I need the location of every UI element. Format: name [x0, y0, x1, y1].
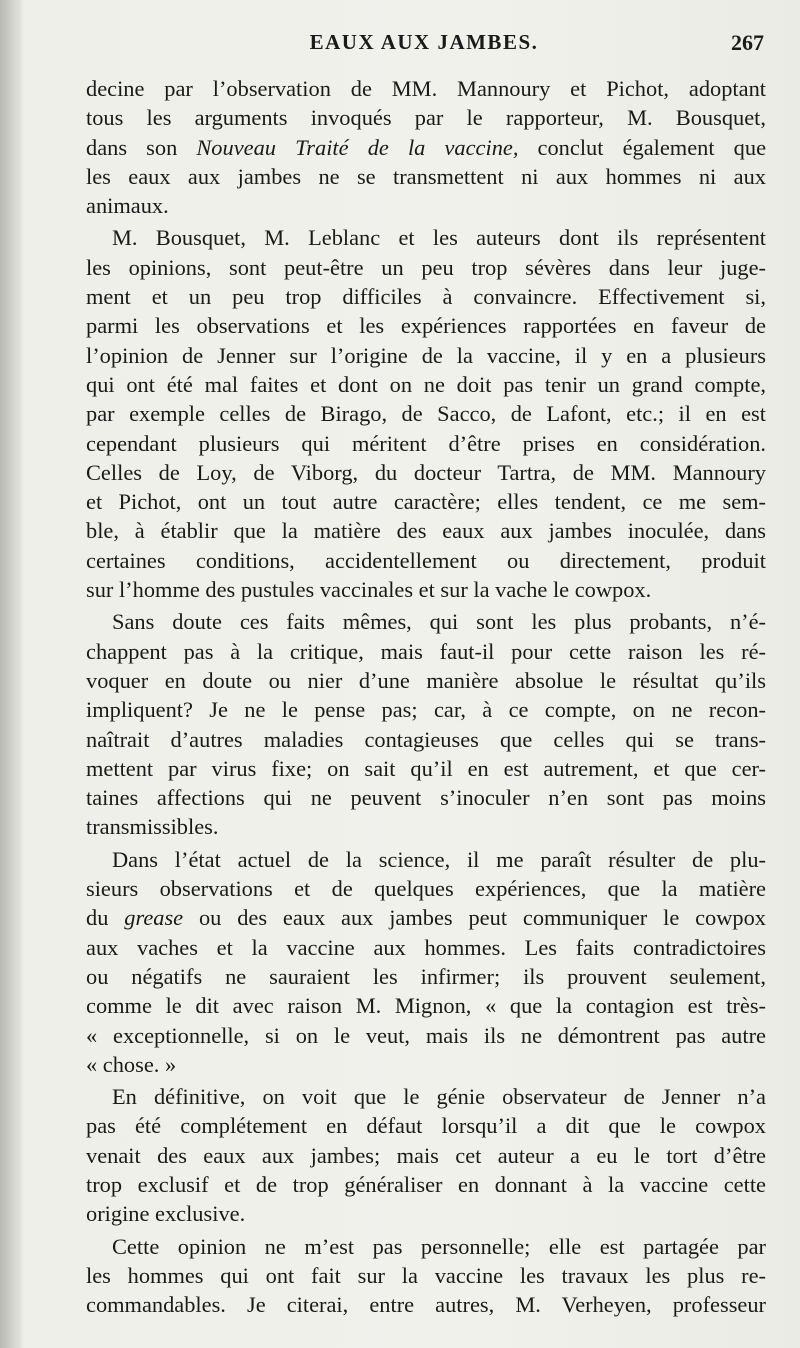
text-line: qui ont été mal faites et dont on ne doit pas tenir un grand compte, [86, 371, 766, 397]
text-line: ment et un peu trop difficiles à convaincre. Effectivement si, [86, 284, 766, 310]
text-line: naîtrait d’autres maladies contagieuses que celles qui se trans- [86, 726, 766, 752]
text-line: taines affections qui ne peuvent s’inoculer n’en sont pas moins [86, 785, 766, 811]
text-line: voquer en doute ou nier d’une manière absolue le résultat qu’ils [86, 667, 766, 693]
paragraph [86, 1232, 766, 1320]
text-line: cependant plusieurs qui méritent d’être prises en considération. [86, 430, 766, 456]
text-line: et Pichot, ont un tout autre caractère; elles tendent, ce me sem- [86, 489, 766, 515]
text-line: origine exclusive. [86, 1201, 246, 1227]
text-line: parmi les observations et les expériences rapportées en faveur de [86, 313, 766, 339]
text-line: comme le dit avec raison M. Mignon, « que la contagion est très- [86, 993, 766, 1019]
text-line: mettent par virus fixe; on sait qu’il en est autrement, et que cer- [86, 755, 766, 781]
text-line: sur l’homme des pustules vaccinales et sur la vache le cowpox. [86, 577, 652, 603]
paragraph [86, 1082, 766, 1228]
text-line: par exemple celles de Birago, de Sacco, de Lafont, etc.; il en est [86, 401, 766, 427]
text-line: Celles de Loy, de Viborg, du docteur Tartra, de MM. Mannoury [86, 459, 766, 485]
text-line: les eaux aux jambes ne se transmettent ni aux hommes ni aux [86, 163, 766, 189]
text-line: tous les arguments invoqués par le rapporteur, M. Bousquet, [86, 105, 766, 131]
body-text [86, 74, 766, 1319]
text-line: Dans l’état actuel de la science, il me paraît résulter de plu- [112, 846, 766, 872]
paragraph [86, 223, 766, 604]
running-header [84, 30, 764, 60]
text-line: pas été complétement en défaut lorsqu’il a dit que le cowpox [86, 1113, 766, 1139]
paragraph [86, 607, 766, 841]
page-number: 267 [731, 30, 764, 55]
text-line: chappent pas à la critique, mais faut-il pour cette raison les ré- [86, 638, 766, 664]
text-line: Sans doute ces faits mêmes, qui sont les plus probants, n’é- [112, 609, 766, 635]
text-line: du grease ou des eaux aux jambes peut communiquer le cowpox [86, 905, 766, 931]
binding-gutter-shadow [0, 0, 22, 1348]
text-line: decine par l’observation de MM. Mannoury et Pichot, adoptant [86, 76, 766, 101]
text-line: l’opinion de Jenner sur l’origine de la vaccine, il y en a plusieurs [86, 342, 766, 368]
text-line: M. Bousquet, M. Leblanc et les auteurs dont ils représentent [112, 225, 766, 251]
text-line: certaines conditions, accidentellement ou directement, produit [86, 547, 766, 573]
text-line: commandables. Je citerai, entre autres, M. Verheyen, professeur [86, 1292, 766, 1318]
text-line: animaux. [86, 193, 169, 219]
text-line: « chose. » [86, 1051, 177, 1077]
text-line: En définitive, on voit que le génie observateur de Jenner n’a [112, 1084, 766, 1110]
text-line: ble, à établir que la matière des eaux aux jambes inoculée, dans [86, 518, 766, 544]
paragraph [86, 845, 766, 1079]
running-title: EAUX AUX JAMBES. [309, 30, 539, 54]
text-line: « exceptionnelle, si on le veut, mais ils ne démontrent pas autre [86, 1022, 766, 1048]
text-line: Cette opinion ne m’est pas personnelle; elle est partagée par [112, 1233, 766, 1259]
text-line: les hommes qui ont fait sur la vaccine les travaux les plus re- [86, 1262, 766, 1288]
text-line: impliquent? Je ne le pense pas; car, à ce compte, on ne recon- [86, 697, 766, 723]
text-line: venait des eaux aux jambes; mais cet auteur a eu le tort d’être [86, 1142, 766, 1168]
text-line: ou négatifs ne sauraient les infirmer; ils prouvent seulement, [86, 963, 766, 989]
text-line: les opinions, sont peut-être un peu trop sévères dans leur juge- [86, 254, 766, 280]
text-line: aux vaches et la vaccine aux hommes. Les faits contradictoires [86, 934, 766, 960]
text-line: transmissibles. [86, 814, 219, 840]
text-line: sieurs observations et de quelques expériences, que la matière [86, 876, 766, 902]
text-line: trop exclusif et de trop généraliser en donnant à la vaccine cette [86, 1171, 766, 1197]
text-line: dans son Nouveau Traité de la vaccine, conclut également que [86, 134, 767, 160]
paragraph [86, 74, 766, 220]
